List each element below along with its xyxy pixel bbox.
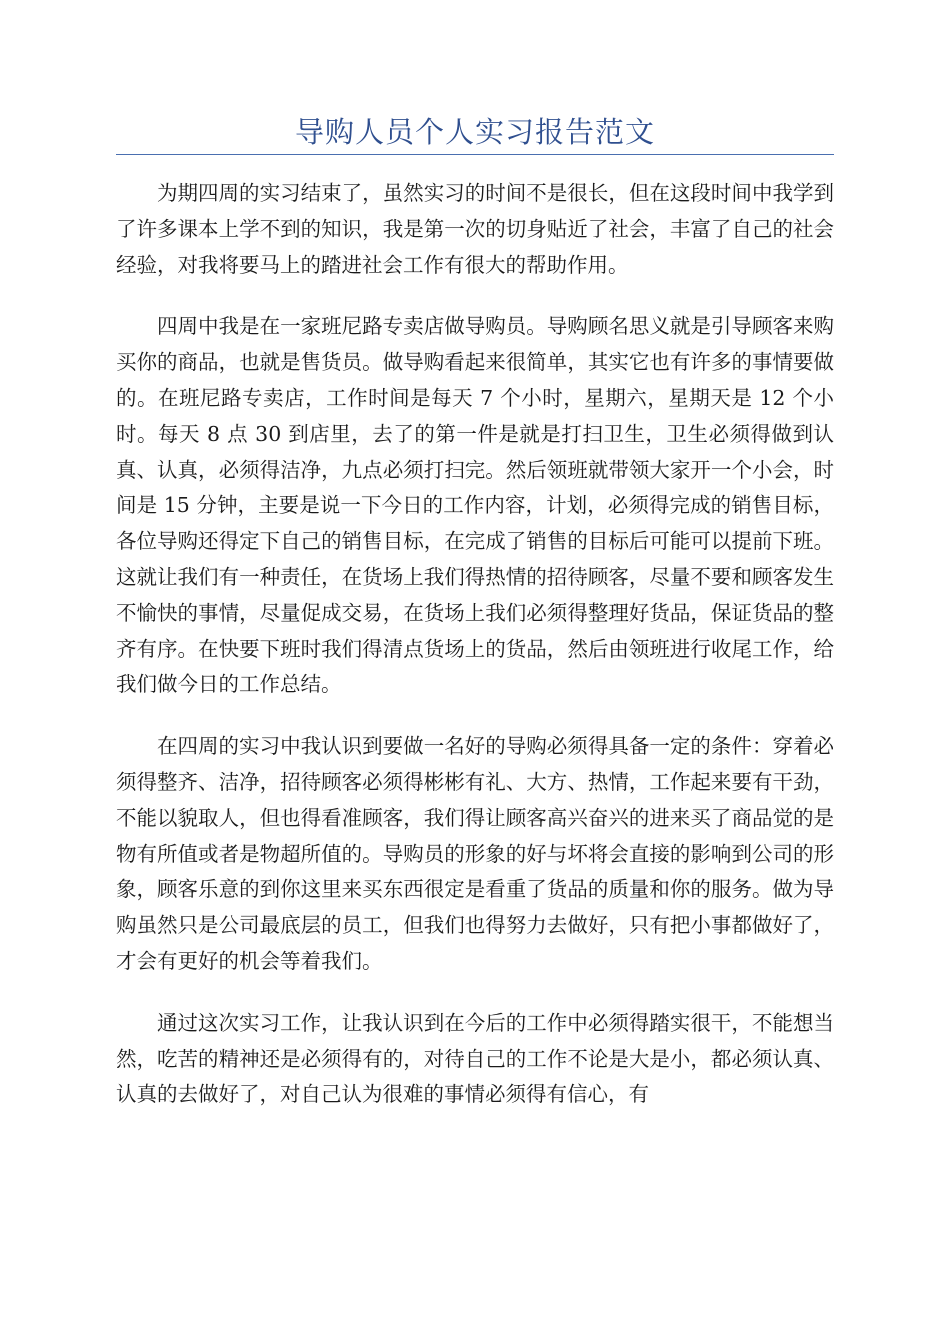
document-title: 导购人员个人实习报告范文: [294, 115, 655, 149]
paragraph-2: 四周中我是在一家班尼路专卖店做导购员。导购顾名思义就是引导顾客来购买你的商品，也就是售货员。做导购看起来很简单，其实它也有许多的事情要做的。在班尼路专卖店，工作时间是每天 7 个小时，星期六，星期天是 12 个小时。每天 8 点 30 到店里，去了的第一件是就是打扫卫生，卫生必须得做到认真、认真，必须得洁净，九点必须打扫完。然后领班就带领大家开一个小会，时间是 15 分钟，主要是说一下今日的工作内容，计划，必须得完成的销售目标，各位导购还得定下自己的销售目标，在完成了销售的目标后可能可以提前下班。这就让我们有一种责任，在货场上我们得热情的招待顾客，尽量不要和顾客发生不愉快的事情，尽量促成交易，在货场上我们必须得整理好货品，保证货品的整齐有序。在快要下班时我们得清点货场上的货品，然后由领班进行收尾工作，给我们做今日的工作总结。: [116, 314, 834, 697]
paragraph-3: 在四周的实习中我认识到要做一名好的导购必须得具备一定的条件：穿着必须得整齐、洁净，招待顾客必须得彬彬有礼、大方、热情，工作起来要有干劲，不能以貌取人，但也得看准顾客，我们得让顾客高兴奋兴的进来买了商品觉的是物有所值或者是物超所值的。导购员的形象的好与坏将会直接的影响到公司的形象，顾客乐意的到你这里来买东西很定是看重了货品的质量和你的服务。做为导购虽然只是公司最底层的员工，但我们也得努力去做好，只有把小事都做好了，才会有更好的机会等着我们。: [116, 734, 834, 973]
document-body: [116, 176, 834, 1139]
paragraph-1: 为期四周的实习结束了，虽然实习的时间不是很长，但在这段时间中我学到了许多课本上学不到的知识，我是第一次的切身贴近了社会，丰富了自己的社会经验，对我将要马上的踏进社会工作有很大的帮助作用。: [116, 181, 834, 277]
paragraph-4: 通过这次实习工作，让我认识到在今后的工作中必须得踏实很干，不能想当然，吃苦的精神还是必须得有的，对待自己的工作不论是大是小，都必须认真、认真的去做好了，对自己认为很难的事情必须得有信心，有: [116, 1010, 834, 1107]
title-underline: [116, 154, 834, 155]
